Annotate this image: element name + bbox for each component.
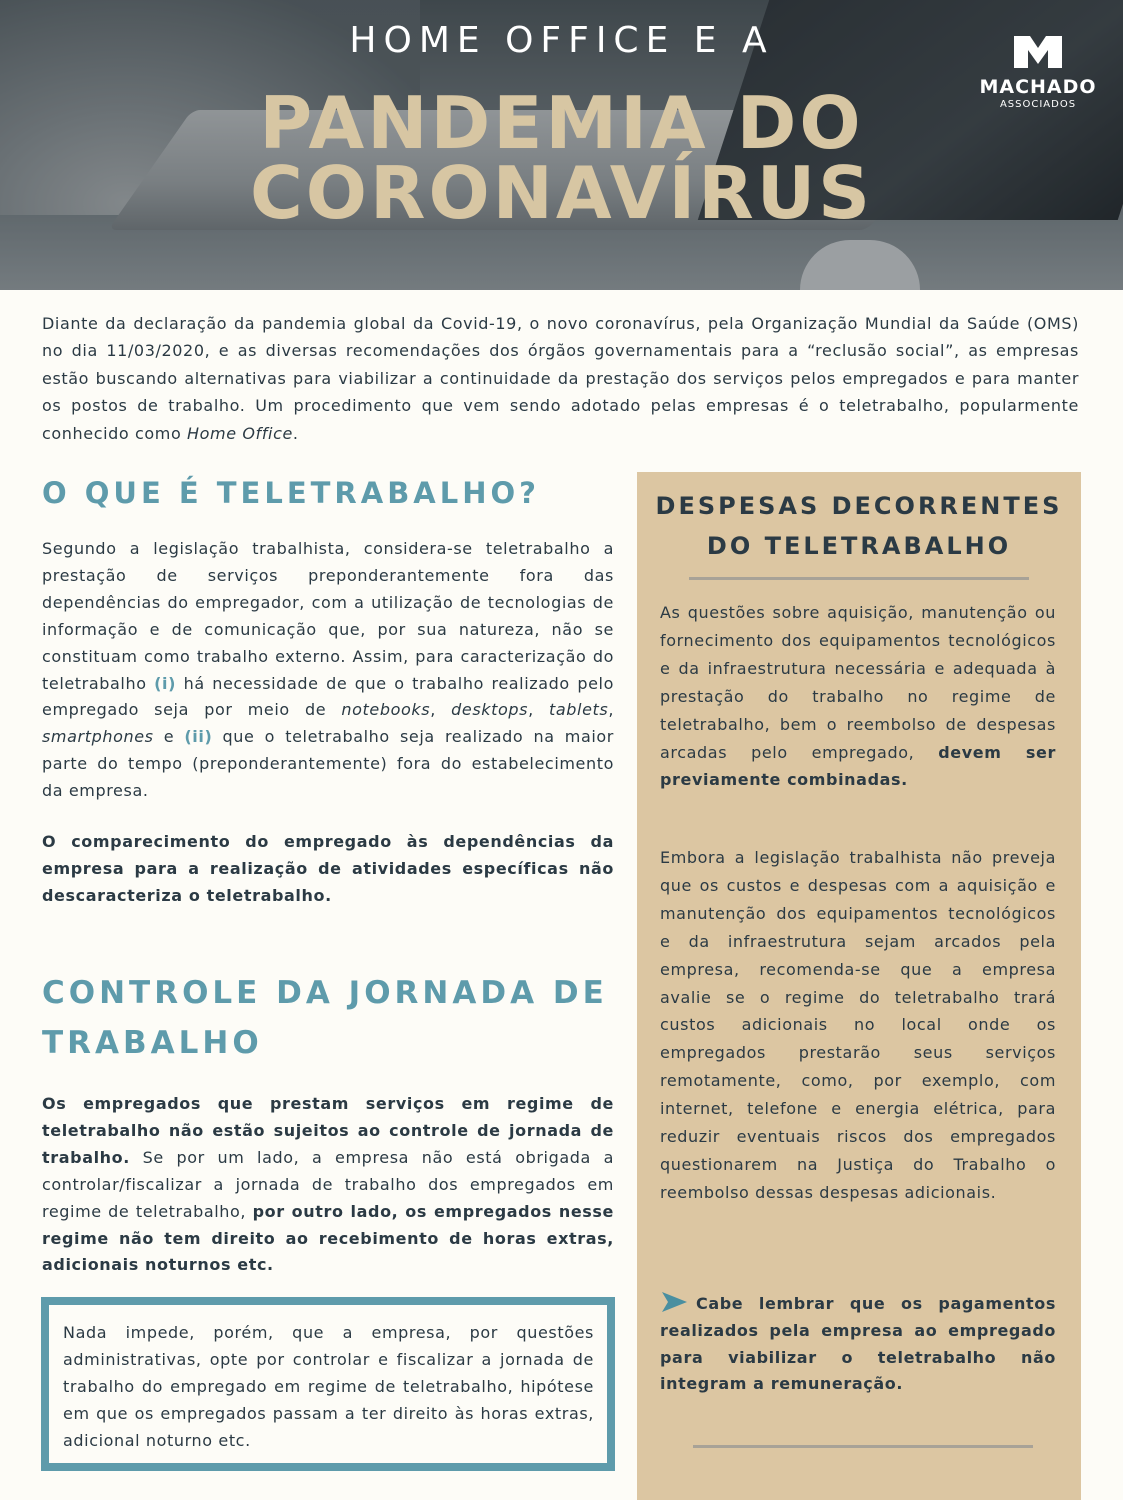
sidebar-title-line1: DESPESAS DECORRENTES [655, 492, 1063, 520]
teletrabalho-text-c: e [153, 727, 185, 747]
arrow-right-icon [660, 1291, 688, 1313]
controle-jornada-text: Se por um lado, a empresa não está obrigada a controlar/fiscalizar a jornada de trabalho dos empregados em regime de teletrabalho, [42, 1147, 614, 1221]
sidebar-paragraph-1 [660, 599, 1056, 794]
roman-numeral-ii: (ii) [184, 727, 213, 747]
teletrabalho-paragraph [42, 536, 614, 805]
comparecimento-paragraph: O comparecimento do empregado às dependências da empresa para a realização de atividades específicas não descaracteriza o teletrabalho. [42, 832, 614, 905]
intro-end: . [292, 423, 299, 443]
sidebar-p3-text: Cabe lembrar que os pagamentos realizados pela empresa ao empregado para viabilizar o teletrabalho não integram a remuneração. [660, 1294, 1056, 1394]
term-notebooks: notebooks [341, 700, 431, 720]
machado-logo [978, 34, 1098, 110]
intro-text: Diante da declaração da pandemia global da Covid-19, o novo coronavírus, pela Organização Mundial da Saúde (OMS) no dia 11/03/2020, e as diversas recomendações dos órgãos governamentais para a “reclusão social”, as empresas estão buscando alternativas para viabilizar a continuidade da prestação dos serviços pelos empregados e para manter os postos de trabalho. Um procedimento que vem sendo adotado pelas empresas é o teletrabalho, popularmente conhecido como [42, 314, 1079, 443]
roman-numeral-i: (i) [154, 673, 177, 693]
teletrabalho-text-a: Segundo a legislação trabalhista, considera-se teletrabalho a prestação de serviços preponderantemente fora das dependências do empregador, com a utilização de tecnologias de informação e de comunicação que, por sua natureza, não se constituam como trabalho externo. Assim, para caracterização do teletrabalho [42, 539, 614, 693]
section-heading-teletrabalho: O QUE É TELETRABALHO? [42, 476, 540, 510]
banner-title-line1: PANDEMIA DO [259, 81, 864, 165]
sidebar-paragraph-3 [660, 1291, 1056, 1398]
controle-jornada-paragraph [42, 1091, 614, 1279]
section-heading-controle-jornada: CONTROLE DA JORNADA DE TRABALHO [42, 975, 608, 1061]
machado-logo-icon [1012, 34, 1064, 70]
sidebar-paragraph-2: Embora a legislação trabalhista não preveja que os custos e despesas com a aquisição e manutenção dos equipamentos tecnológicos e da infraestrutura sejam arcados pela empresa, recomenda-se que a empresa avalie se o regime do teletrabalho trará custos adicionais no local onde os empregados prestarão seus serviços remotamente, como, por exemplo, com internet, telefone e energia elétrica, para reduzir eventuais riscos dos empregados questionarem na Justiça do Trabalho o reembolso dessas despesas adicionais. [660, 848, 1056, 1202]
sidebar-title [637, 486, 1081, 566]
controle-jornada-bold-b: por outro lado, os empregados nesse regime não tem direito ao recebimento de horas extras, adicionais noturnos etc. [42, 1201, 614, 1275]
intro-italic-term: Home Office [187, 423, 293, 443]
logo-subtitle: ASSOCIADOS [999, 99, 1077, 110]
sidebar-divider-bottom [693, 1445, 1033, 1448]
term-tablets: tablets [549, 700, 609, 720]
sidebar-p1-text: As questões sobre aquisição, manutenção ou fornecimento dos equipamentos tecnológicos e da infraestrutura necessária e adequada à prestação do trabalho no regime de teletrabalho, bem o reembolso de despesas arcadas pelo empregado, [660, 603, 1056, 762]
sidebar-title-line2: DO TELETRABALHO [706, 532, 1012, 560]
logo-name: MACHADO [979, 76, 1097, 98]
banner-title-line2: CORONAVÍRUS [249, 151, 874, 235]
separator: , [528, 700, 549, 720]
highlight-box [41, 1297, 615, 1471]
sidebar-divider-top [689, 577, 1029, 580]
separator: , [608, 700, 615, 720]
teletrabalho-text-b: há necessidade de que o trabalho realizado pelo empregado seja por meio de [42, 673, 614, 720]
header-banner [0, 0, 1123, 290]
highlight-box-text: Nada impede, porém, que a empresa, por questões administrativas, opte por controlar e fiscalizar a jornada de trabalho do empregado em regime de teletrabalho, hipótese em que os empregados passam a ter direito às horas extras, adicional noturno etc. [63, 1323, 594, 1450]
separator: , [430, 700, 452, 720]
teletrabalho-text-d: que o teletrabalho seja realizado na maior parte do tempo (preponderantemente) fora do estabelecimento da empresa. [42, 727, 614, 801]
sidebar-p1-bold: devem ser previamente combinadas. [660, 742, 1056, 790]
intro-paragraph [42, 310, 1079, 447]
banner-pre-title: HOME OFFICE E A [349, 20, 774, 61]
despesas-sidebar [637, 472, 1081, 1500]
term-smartphones: smartphones [42, 727, 154, 747]
term-desktops: desktops [451, 700, 529, 720]
controle-jornada-bold-a: Os empregados que prestam serviços em regime de teletrabalho não estão sujeitos ao controle de jornada de trabalho. [42, 1094, 614, 1167]
